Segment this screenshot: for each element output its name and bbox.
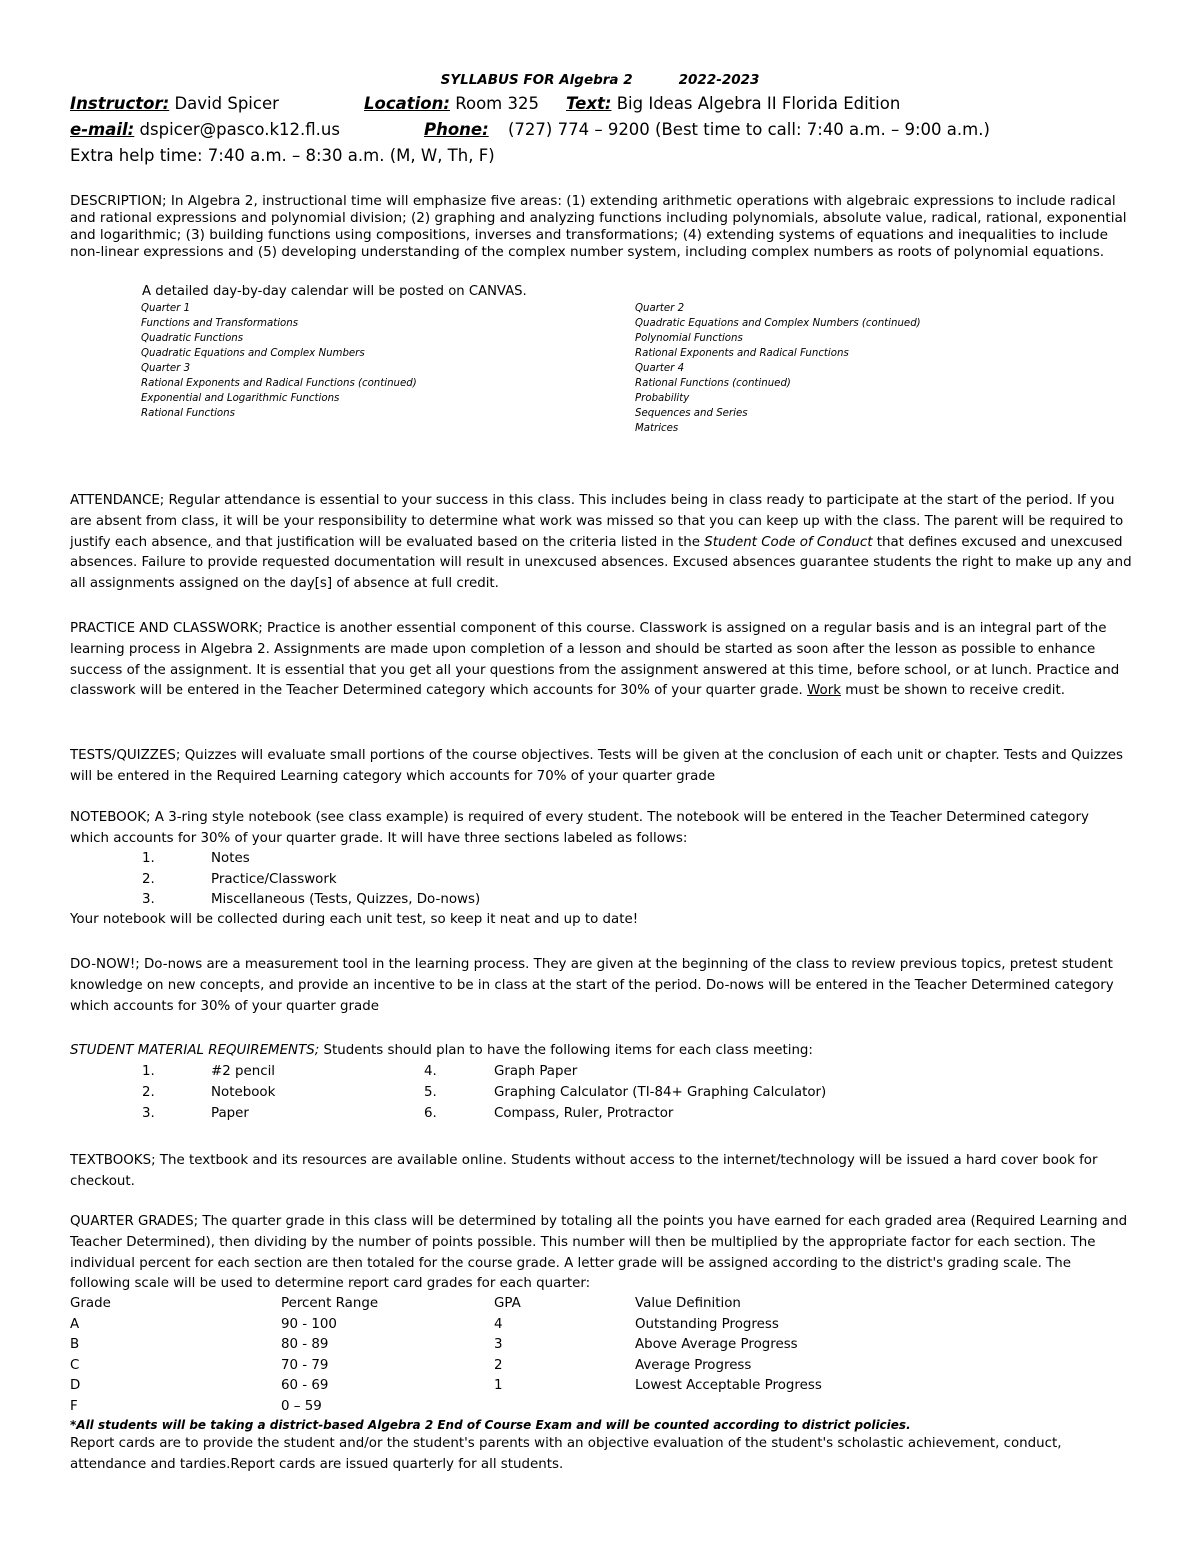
material-number: 1. (142, 1064, 155, 1079)
text-line (566, 94, 900, 113)
extra-help-line: Extra help time: 7:40 a.m. – 8:30 a.m. (M, W, Th, F) (70, 146, 495, 165)
gpa-cell: 4 (494, 1316, 503, 1332)
table-row (70, 1376, 1070, 1397)
material-number: 3. (142, 1106, 155, 1121)
definition-cell: Average Progress (635, 1357, 752, 1373)
material-item: Graphing Calculator (TI-84+ Graphing Calculator) (494, 1085, 827, 1100)
grade-cell: A (70, 1316, 80, 1332)
phone-value: (727) 774 – 9200 (Best time to call: 7:40 a.m. – 9:00 a.m.) (507, 120, 990, 139)
textbooks-paragraph (70, 1151, 1132, 1193)
materials-paragraph (70, 1041, 1132, 1062)
title-year: 2022-2023 (678, 72, 760, 88)
item-number: 2. (142, 872, 155, 887)
instructor-label: Instructor: (70, 94, 170, 113)
quarter-item: Sequences and Series (635, 408, 748, 419)
phone-label: Phone: (424, 120, 489, 139)
quarter-item: Polynomial Functions (635, 333, 743, 344)
tests-paragraph (70, 746, 1132, 788)
textbooks-label: TEXTBOOKS; (70, 1153, 156, 1168)
quarter-item: Rational Functions (141, 408, 235, 419)
text-label: Text: (566, 94, 612, 113)
item-number: 3. (142, 892, 155, 907)
notebook-paragraph (70, 808, 1132, 850)
student-code-of-conduct: Student Code of Conduct (704, 534, 873, 550)
quarter-item: Rational Exponents and Radical Functions (continued) (141, 378, 417, 389)
phone-line (424, 120, 990, 139)
quarter-item: Quarter 1 (141, 303, 191, 314)
grade-cell: C (70, 1357, 80, 1373)
notebook-item-text: Practice/Classwork (211, 872, 337, 887)
email-value[interactable]: dspicer@pasco.k12.fl.us (139, 120, 340, 139)
table-header-row (70, 1294, 1070, 1315)
material-item: Graph Paper (494, 1064, 578, 1079)
materials-label: STUDENT MATERIAL REQUIREMENTS; (70, 1043, 320, 1058)
title-name: SYLLABUS FOR Algebra 2 (440, 72, 633, 88)
table-header: Value Definition (635, 1296, 741, 1311)
table-row (70, 1335, 1070, 1356)
attendance-text: Regular attendance is essential to your success in this class. This includes being in class ready to participate at the start of the period. If you are absent from class, it will be your responsibility to determine what work was missed so that you can keep up with the class. The parent will be required to justify each absence (70, 493, 1124, 550)
donow-paragraph (70, 955, 1132, 1017)
gpa-cell: 3 (494, 1337, 503, 1352)
attendance-comma: , (207, 534, 212, 550)
table-header: Percent Range (281, 1296, 379, 1311)
material-item: #2 pencil (211, 1064, 276, 1079)
email-label: e-mail: (70, 120, 135, 139)
attendance-text-3: that defines excused and unexcused absences. Failure to provide requested documentation will result in unexcused absences. Excused absences guarantee students the right to make up any and all assignments assigned on the day[s] of absence at full credit. (70, 534, 1132, 592)
location-value: Room 325 (455, 94, 539, 113)
table-header: Grade (70, 1296, 111, 1311)
syllabus-title (0, 72, 1200, 88)
quarter-item: Exponential and Logarithmic Functions (141, 393, 340, 404)
tests-text: Quizzes will evaluate small portions of the course objectives. Tests will be given at the conclusion of each unit or chapter. Tests and Quizzes will be entered in the Required Learning category which accounts for 70% of your quarter grade (70, 748, 1123, 784)
notebook-text: A 3-ring style notebook (see class example) is required of every student. The notebook will be entered in the Teacher Determined category which accounts for 30% of your quarter grade. It will have three sections labeled as follows: (70, 810, 1089, 846)
notebook-label: NOTEBOOK; (70, 810, 151, 825)
quarters-right-list (635, 301, 921, 436)
calendar-note: A detailed day-by-day calendar will be posted on CANVAS. (142, 284, 527, 299)
notebook-item-text: Notes (211, 851, 250, 866)
percent-cell: 70 - 79 (281, 1357, 329, 1373)
materials-text: Students should plan to have the following items for each class meeting: (319, 1043, 813, 1058)
email-line (70, 120, 340, 139)
quarter-item: Matrices (635, 423, 679, 434)
table-row (70, 1397, 1070, 1418)
quarter-item: Rational Functions (continued) (635, 378, 791, 389)
material-number: 4. (424, 1064, 437, 1079)
practice-work-underlined: Work (807, 683, 841, 699)
gpa-cell: 1 (494, 1378, 503, 1393)
quarter-item: Quarter 4 (635, 363, 685, 374)
table-row (70, 1356, 1070, 1377)
definition-cell: Above Average Progress (635, 1337, 798, 1352)
instructor-name: David Spicer (174, 94, 279, 113)
quarter-grades-paragraph (70, 1212, 1132, 1295)
practice-text-2: must be shown to receive credit. (840, 683, 1066, 699)
material-number: 6. (424, 1106, 437, 1121)
notebook-item (142, 890, 155, 911)
instructor-line (70, 94, 279, 113)
table-row (70, 1315, 1070, 1336)
material-item: Paper (211, 1106, 249, 1121)
eoc-footnote: *All students will be taking a district-based Algebra 2 End of Course Exam and will be counted according to district policies. (70, 1418, 911, 1432)
material-item: Notebook (211, 1085, 276, 1100)
notebook-item (142, 849, 155, 870)
report-cards-paragraph: Report cards are to provide the student and/or the student's parents with an objective evaluation of the student's scholastic achievement, conduct, attendance and tardies.Report cards are issued quarterly for all students. (70, 1436, 1062, 1472)
attendance-paragraph (70, 491, 1132, 595)
quarter-item: Quadratic Equations and Complex Numbers (continued) (635, 318, 921, 329)
quarter-item: Rational Exponents and Radical Functions (635, 348, 849, 359)
percent-cell: 60 - 69 (281, 1378, 329, 1393)
attendance-text-2: and that justification will be evaluated based on the criteria listed in the (211, 534, 705, 550)
location-label: Location: (364, 94, 450, 113)
grade-cell: F (70, 1398, 78, 1414)
gpa-cell: 2 (494, 1357, 503, 1373)
practice-text: Practice is another essential component of this course. Classwork is assigned on a regular basis and is an integral part of the learning process in Algebra 2. Assignments are made upon completion of a lesson and should be started as soon after the lesson as possible to enhance success of the assignment. It is essential that you get all your questions from the assignment answered at this time, before school, or at lunch. Practice and classwork will be entered in the Teacher Determined category which accounts for 30% of your quarter grade. (70, 621, 1120, 699)
donow-label: DO-NOW!; (70, 957, 140, 972)
practice-paragraph (70, 619, 1132, 702)
grade-scale-table (70, 1294, 1070, 1418)
percent-cell: 80 - 89 (281, 1337, 329, 1352)
definition-cell: Outstanding Progress (635, 1316, 779, 1332)
attendance-label: ATTENDANCE; (70, 493, 165, 508)
quarter-item: Quarter 2 (635, 303, 685, 314)
percent-cell: 90 - 100 (281, 1316, 337, 1332)
description-text: In Algebra 2, instructional time will emphasize five areas: (1) extending arithmetic operations with algebraic expressions to include radical and rational expressions and polynomial division; (2) graphing and analyzing functions including polynomials, absolute value, radical, rational, exponential and logarithmic; (3) building functions using compositions, inverses and transformations; (4) extending systems of equations and inequalities to include non-linear expressions and (5) developing understanding of the complex number system, including complex numbers as roots of polynomial equations. (70, 193, 1127, 260)
quarter-item: Quadratic Equations and Complex Numbers (141, 348, 365, 359)
quarter-grades-label: QUARTER GRADES; (70, 1214, 199, 1229)
textbooks-text: The textbook and its resources are available online. Students without access to the internet/technology will be issued a hard cover book for checkout. (70, 1153, 1098, 1189)
material-number: 5. (424, 1085, 437, 1100)
notebook-item-text: Miscellaneous (Tests, Quizzes, Do-nows) (211, 892, 481, 907)
tests-label: TESTS/QUIZZES; (70, 748, 181, 763)
quarter-grades-text: The quarter grade in this class will be determined by totaling all the points you have earned for each graded area (Required Learning and Teacher Determined), then dividing by the number of points possible. This number will then be multiplied by the appropriate factor for each section. The individual percent for each section are then totaled for the course grade. A letter grade will be assigned according to the district's grading scale. The following scale will be used to determine report card grades for each quarter: (70, 1214, 1128, 1292)
table-header: GPA (494, 1296, 521, 1311)
text-value: Big Ideas Algebra II Florida Edition (616, 94, 901, 113)
notebook-closing: Your notebook will be collected during each unit test, so keep it neat and up to date! (70, 912, 639, 927)
quarters-left-list (141, 301, 417, 421)
material-number: 2. (142, 1085, 155, 1100)
grade-cell: B (70, 1337, 80, 1352)
location-line (364, 94, 539, 113)
donow-text: Do-nows are a measurement tool in the learning process. They are given at the beginning of the class to review previous topics, pretest student knowledge on new concepts, and provide an incentive to be in class at the start of the period. Do-nows will be entered in the Teacher Determined category which accounts for 30% of your quarter grade (70, 957, 1114, 1014)
material-item: Compass, Ruler, Protractor (494, 1106, 674, 1121)
quarter-item: Probability (635, 393, 690, 404)
grade-cell: D (70, 1378, 81, 1393)
item-number: 1. (142, 851, 155, 866)
notebook-item (142, 870, 155, 891)
practice-label: PRACTICE AND CLASSWORK; (70, 621, 263, 636)
description-label: DESCRIPTION; (70, 193, 167, 209)
quarter-item: Quarter 3 (141, 363, 191, 374)
quarter-item: Quadratic Functions (141, 333, 244, 344)
description-paragraph (70, 193, 1132, 261)
percent-cell: 0 – 59 (281, 1398, 322, 1414)
definition-cell: Lowest Acceptable Progress (635, 1378, 822, 1393)
quarter-item: Functions and Transformations (141, 318, 299, 329)
